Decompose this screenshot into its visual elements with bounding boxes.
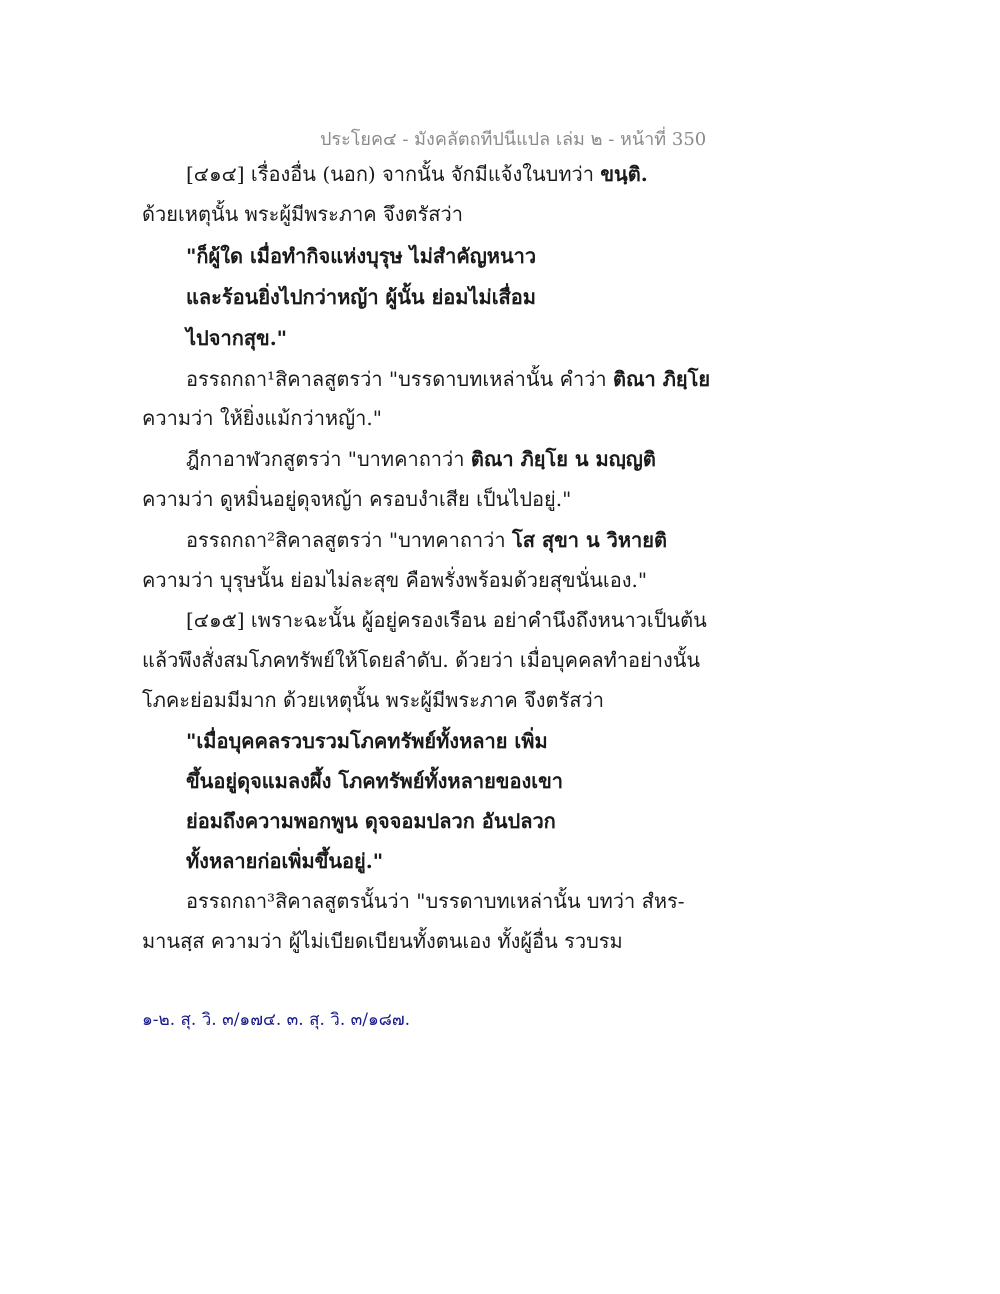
verse1-line-1: "ก็ผู้ใด เมื่อทำกิจแห่งบุรุษ ไม่สำคัญหนาว bbox=[186, 244, 537, 268]
p3-line-2: ความว่า ดูหมิ่นอยู่ดุจหญ้า ครอบงำเสีย เป็นไปอยู่." bbox=[142, 487, 572, 511]
p4-line-1 bbox=[186, 526, 667, 554]
p5-line-1: [๔๑๕] เพราะฉะนั้น ผู้อยู่ครองเรือน อย่าคำนึงถึงหนาวเป็นต้น bbox=[186, 608, 707, 632]
p5-line-3: โภคะย่อมมีมาก ด้วยเหตุนั้น พระผู้มีพระภาค จึงตรัสว่า bbox=[142, 688, 604, 712]
p1-line-1 bbox=[186, 160, 648, 188]
p4-text: อรรถกถา²สิคาลสูตรว่า "บาทคาถาว่า bbox=[186, 528, 512, 552]
p3-line-1 bbox=[186, 445, 656, 473]
p2-line-2: ความว่า ให้ยิ่งแม้กว่าหญ้า." bbox=[142, 406, 382, 430]
verse1-line-3: ไปจากสุข." bbox=[186, 326, 288, 350]
p5-line-2: แล้วพึงสั่งสมโภคทรัพย์ให้โดยลำดับ. ด้วยว่า เมื่อบุคคลทำอย่างนั้น bbox=[142, 648, 701, 672]
p4-term: โส สุขา น วิหายติ bbox=[511, 528, 667, 552]
verse2-line-3: ย่อมถึงความพอกพูน ดุจจอมปลวก อันปลวก bbox=[186, 809, 556, 833]
p3-term: ติณา ภิยฺโย น มญฺญติ bbox=[470, 447, 656, 471]
verse2-line-4: ทั้งหลายก่อเพิ่มขึ้นอยู่." bbox=[186, 849, 384, 873]
p6-line-2: มานสฺส ความว่า ผู้ไม่เบียดเบียนทั้งตนเอง ทั้งผู้อื่น รวบรม bbox=[142, 929, 623, 953]
p2-text: อรรถกถา¹สิคาลสูตรว่า "บรรดาบทเหล่านั้น คำว่า bbox=[186, 367, 614, 391]
verse1-line-2: และร้อนยิ่งไปกว่าหญ้า ผู้นั้น ย่อมไม่เสื่อม bbox=[186, 285, 536, 309]
p2-term: ติณา ภิยฺโย bbox=[613, 367, 711, 391]
verse2-line-2: ขึ้นอยู่ดุจแมลงผึ้ง โภคทรัพย์ทั้งหลายของเขา bbox=[186, 769, 563, 793]
p3-text: ฎีกาอาฬวกสูตรว่า "บาทคาถาว่า bbox=[186, 447, 471, 471]
p6-line-1: อรรถกถา³สิคาลสูตรนั้นว่า "บรรดาบทเหล่านั้น บทว่า สํหร- bbox=[186, 889, 685, 913]
p1-text: [๔๑๔] เรื่องอื่น (นอก) จากนั้น จักมีแจ้งในบทว่า bbox=[186, 162, 601, 186]
p1-term: ขนฺติ. bbox=[600, 162, 648, 186]
running-header: ประโยค๔ - มังคลัตถทีปนีแปล เล่ม ๒ - หน้าที่ 350 bbox=[320, 129, 707, 150]
footnote: ๑-๒. สุ. วิ. ๓/๑๗๔. ๓. สุ. วิ. ๓/๑๘๗. bbox=[142, 1010, 411, 1030]
p4-line-2: ความว่า บุรุษนั้น ย่อมไม่ละสุข คือพรั่งพร้อมด้วยสุขนั่นเอง." bbox=[142, 568, 648, 592]
p1-line-2: ด้วยเหตุนั้น พระผู้มีพระภาค จึงตรัสว่า bbox=[142, 202, 463, 226]
p2-line-1 bbox=[186, 365, 710, 393]
verse2-line-1: "เมื่อบุคคลรวบรวมโภคทรัพย์ทั้งหลาย เพิ่ม bbox=[186, 729, 548, 753]
